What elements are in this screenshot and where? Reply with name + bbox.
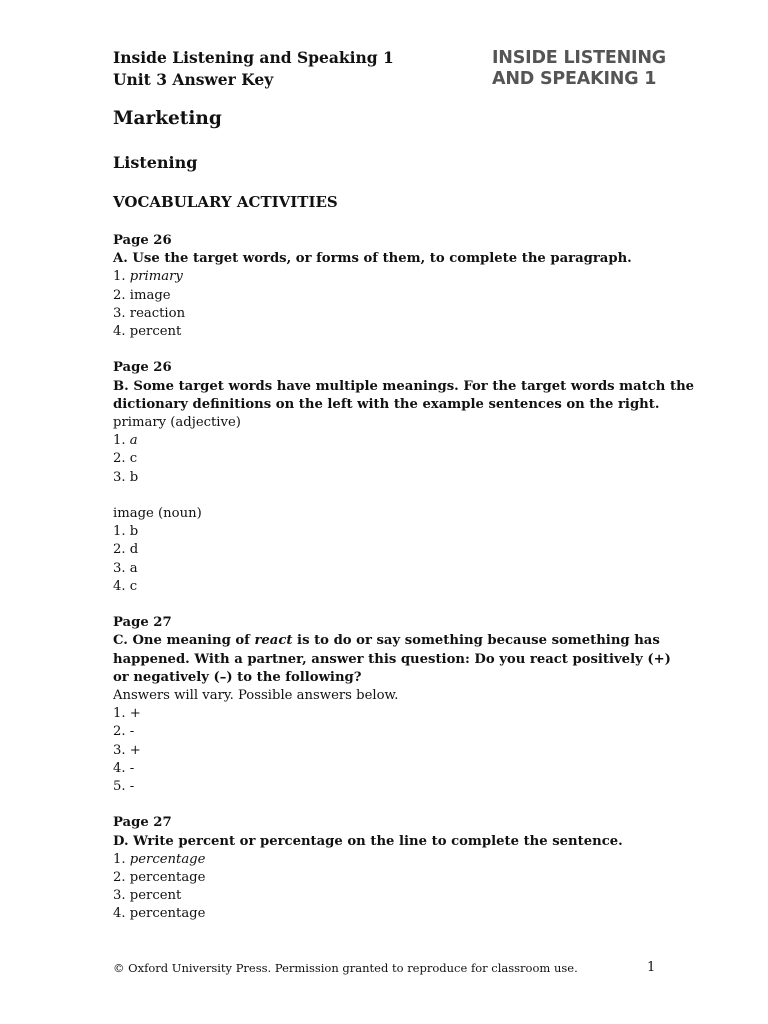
activity-instruction-line: happened. With a partner, answer this question: Do you react positively (+): [113, 651, 671, 667]
answer-item: 1. primary: [113, 269, 183, 285]
page-reference: Page 27: [113, 815, 172, 831]
page-number: 1: [647, 960, 656, 975]
logo-line-1: INSIDE LISTENING: [492, 48, 666, 68]
answer-value: d: [129, 542, 139, 558]
answer-item: 2. percentage: [113, 870, 206, 886]
answer-item: 2. d: [113, 542, 139, 558]
answer-item: 3. reaction: [113, 305, 186, 321]
page-reference: Page 27: [113, 615, 172, 631]
answer-value: reaction: [129, 305, 186, 321]
activity-instruction-line: dictionary definitions on the left with the example sentences on the right.: [113, 396, 660, 412]
activity-note: Answers will vary. Possible answers below.: [113, 688, 399, 704]
answer-item: 4. percent: [113, 324, 182, 340]
document-title: Inside Listening and Speaking 1: [113, 48, 394, 67]
emphasized-word: react: [254, 633, 293, 649]
answer-item: 3. a: [113, 560, 138, 576]
page-reference: Page 26: [113, 360, 172, 376]
answer-value: -: [129, 724, 135, 740]
answer-value: c: [129, 578, 138, 594]
answer-item: 1. a: [113, 433, 138, 449]
activity-instruction-line: or negatively (–) to the following?: [113, 669, 362, 685]
answer-item: 3. +: [113, 742, 141, 758]
answer-value: -: [129, 760, 135, 776]
answer-value: c: [129, 451, 138, 467]
page-reference: Page 26: [113, 233, 172, 248]
activity-instruction-line: C. One meaning of react is to do or say something because something has: [113, 633, 660, 649]
answer-value: percentage: [129, 870, 206, 886]
answer-item: 2. image: [113, 287, 171, 303]
unit-topic-heading: Marketing: [113, 108, 222, 129]
activity-instruction: A. Use the target words, or forms of them, to complete the paragraph.: [113, 251, 632, 267]
series-logo: [492, 48, 666, 90]
answer-item: 3. b: [113, 469, 139, 485]
activity-instruction: D. Write percent or percentage on the line to complete the sentence.: [113, 833, 623, 849]
subsection-heading: VOCABULARY ACTIVITIES: [113, 193, 338, 211]
answer-key-content: [113, 232, 695, 924]
answer-item: 4. c: [113, 578, 138, 594]
answer-item: 2. -: [113, 724, 135, 740]
answer-item: 1. percentage: [113, 851, 206, 867]
answer-value: percent: [129, 888, 182, 904]
word-group-label: primary (adjective): [113, 415, 241, 431]
answer-item: 4. -: [113, 760, 135, 776]
answer-item: 1. +: [113, 706, 141, 722]
answer-value: percentage: [129, 906, 206, 922]
answer-item: 5. -: [113, 779, 135, 795]
answer-value: b: [129, 524, 139, 540]
answer-value: b: [129, 469, 139, 485]
answer-value: -: [129, 779, 135, 795]
answer-value: percentage: [129, 851, 206, 867]
answer-item: 4. percentage: [113, 906, 206, 922]
word-group-label: image (noun): [113, 506, 202, 522]
copyright-notice: © Oxford University Press. Permission granted to reproduce for classroom use.: [113, 961, 578, 975]
activity-instruction-line: B. Some target words have multiple meanings. For the target words match the: [113, 378, 695, 394]
answer-item: 2. c: [113, 451, 138, 467]
answer-value: a: [129, 560, 138, 576]
document-subtitle: Unit 3 Answer Key: [113, 70, 274, 89]
answer-value: a: [129, 433, 138, 449]
answer-value: image: [129, 287, 171, 303]
answer-value: percent: [129, 324, 182, 340]
answer-item: 1. b: [113, 524, 139, 540]
logo-line-2: AND SPEAKING 1: [492, 69, 657, 89]
answer-value: primary: [129, 269, 183, 285]
section-heading: Listening: [113, 153, 198, 172]
answer-item: 3. percent: [113, 888, 182, 904]
answer-value: +: [129, 706, 141, 722]
answer-value: +: [129, 742, 141, 758]
